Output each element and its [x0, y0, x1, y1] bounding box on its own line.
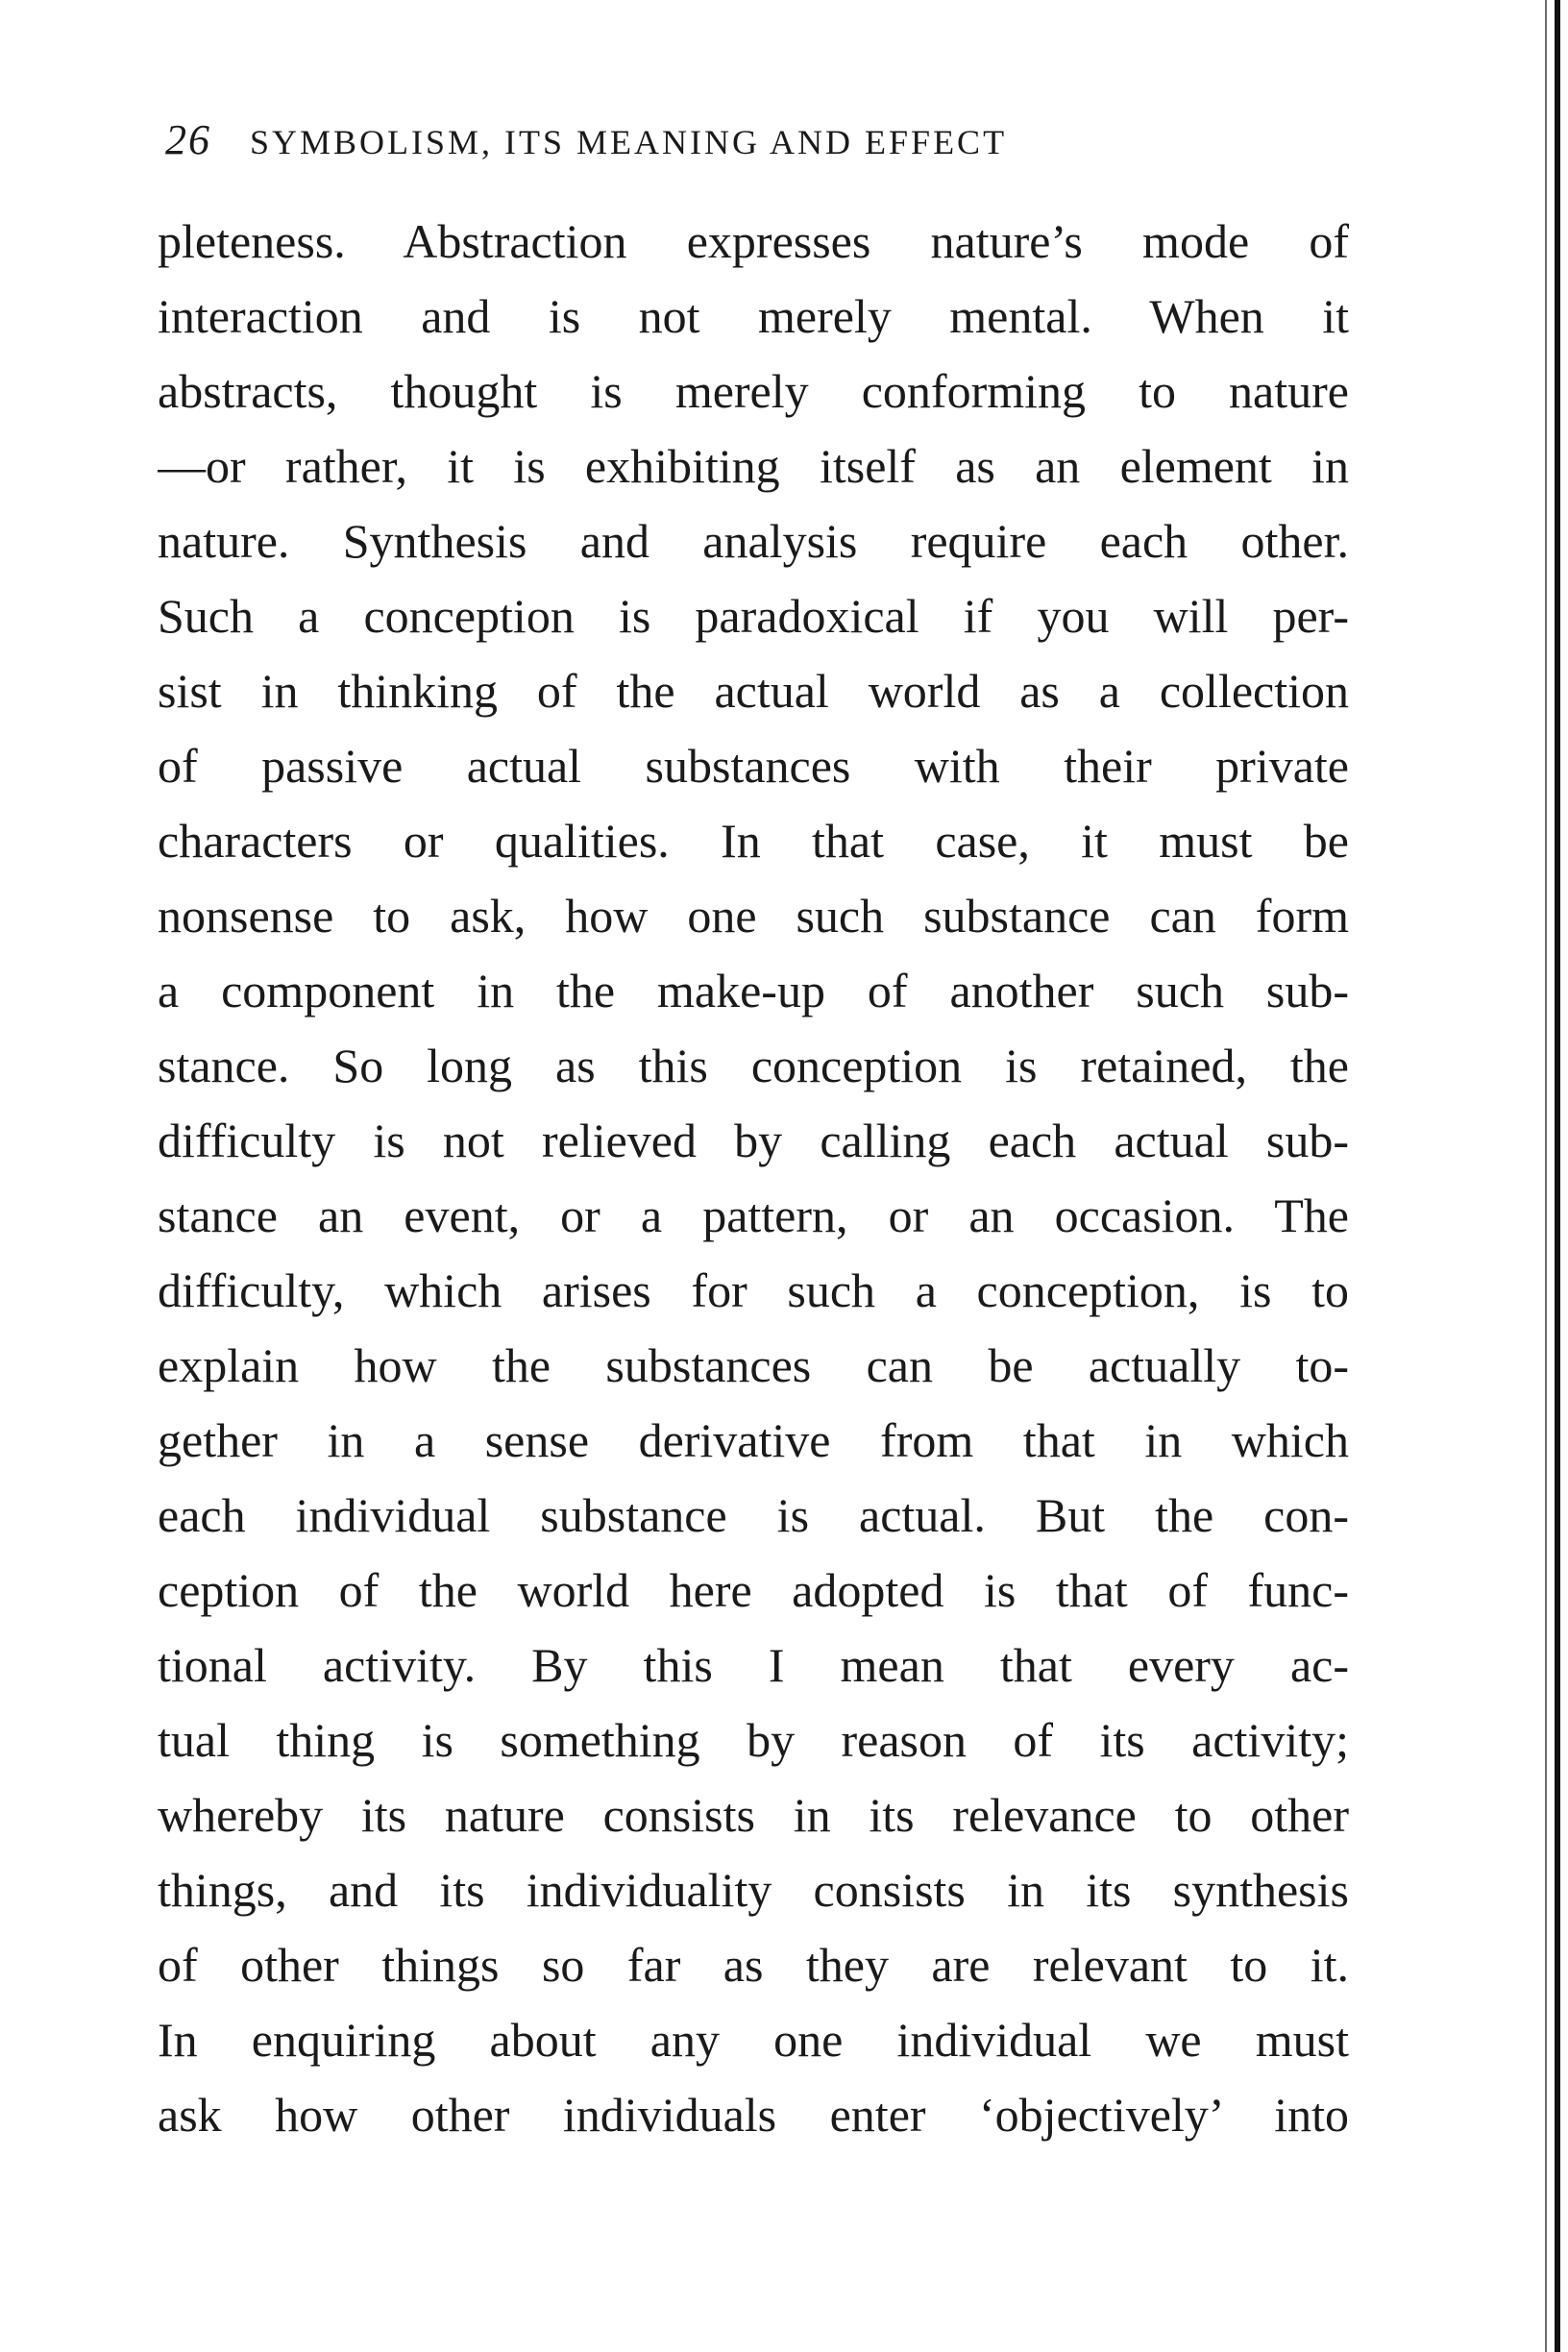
page-edge-shadow: [1545, 0, 1547, 2352]
text-line: pleteness. Abstraction expresses nature’s mode of: [158, 214, 1349, 268]
text-line: gether in a sense derivative from that in which: [158, 1413, 1349, 1467]
page-edge: [1555, 0, 1560, 2352]
text-line: explain how the substances can be actually to-: [158, 1338, 1349, 1392]
text-line: sist in thinking of the actual world as a collection: [158, 664, 1349, 718]
text-line: of passive actual substances with their private: [158, 739, 1349, 793]
page-number: 26: [165, 116, 211, 163]
text-line: tual thing is something by reason of its activity;: [158, 1713, 1349, 1767]
text-line: interaction and is not merely mental. When it: [158, 289, 1349, 343]
body-text: [158, 204, 1349, 2152]
text-line: difficulty, which arises for such a conception, is to: [158, 1263, 1349, 1317]
text-line: —or rather, it is exhibiting itself as an element in: [158, 439, 1349, 493]
text-line: stance. So long as this conception is retained, the: [158, 1039, 1349, 1092]
text-line: stance an event, or a pattern, or an occasion. The: [158, 1188, 1349, 1242]
text-line: ception of the world here adopted is that of func-: [158, 1563, 1349, 1617]
text-line: of other things so far as they are relevant to it.: [158, 1938, 1349, 1992]
text-line: each individual substance is actual. But the con-: [158, 1488, 1349, 1542]
text-line: difficulty is not relieved by calling each actual sub-: [158, 1114, 1349, 1167]
text-line: Such a conception is paradoxical if you will per-: [158, 589, 1349, 643]
text-line: characters or qualities. In that case, it must be: [158, 814, 1349, 868]
text-line: a component in the make-up of another such sub-: [158, 964, 1349, 1017]
text-line: nature. Synthesis and analysis require each other.: [158, 514, 1349, 568]
running-title: SYMBOLISM, ITS MEANING AND EFFECT: [250, 123, 1008, 161]
text-line: nonsense to ask, how one such substance can form: [158, 889, 1349, 943]
text-line: In enquiring about any one individual we must: [158, 2013, 1349, 2067]
text-line: things, and its individuality consists in its synthesis: [158, 1863, 1349, 1917]
page-header: [165, 115, 1347, 183]
text-line: ask how other individuals enter ‘objectively’ into: [158, 2088, 1349, 2142]
text-line: tional activity. By this I mean that every ac-: [158, 1638, 1349, 1692]
text-line: abstracts, thought is merely conforming to nature: [158, 364, 1349, 418]
text-line: whereby its nature consists in its relevance to other: [158, 1788, 1349, 1842]
